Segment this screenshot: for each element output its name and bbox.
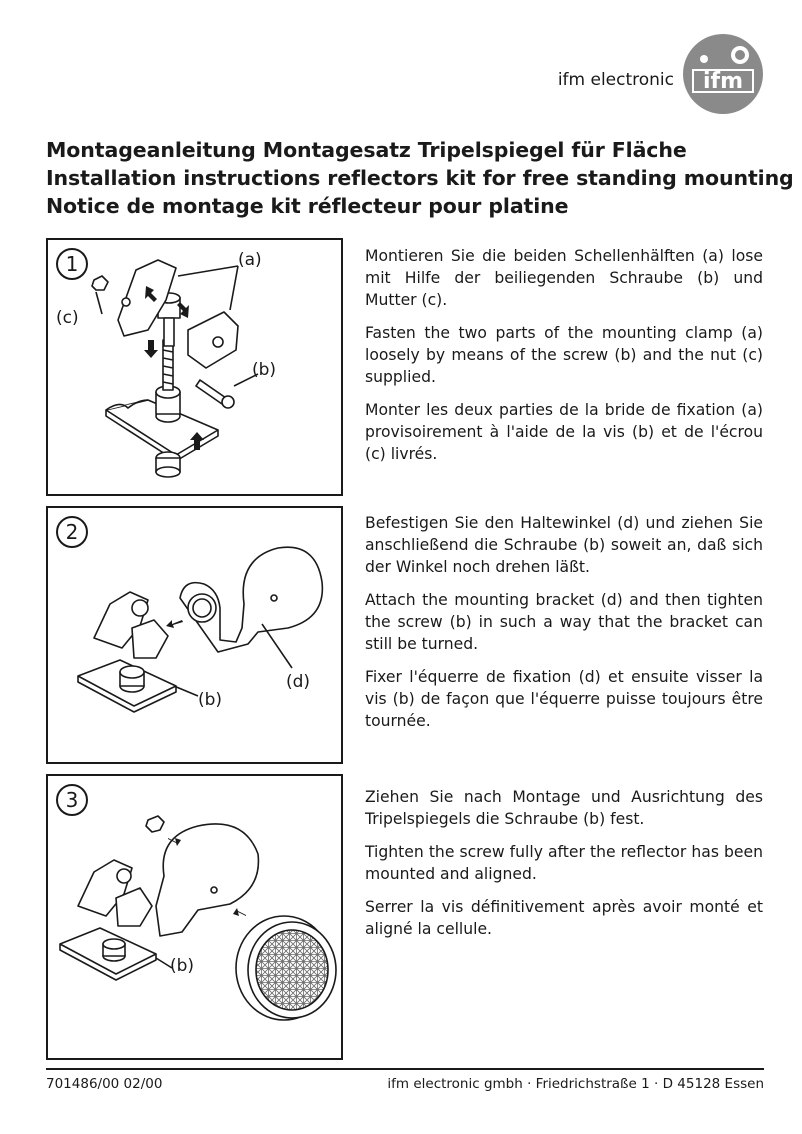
label-b: (b) xyxy=(252,360,277,380)
step-1-french: Monter les deux parties de la bride de fixation (a) provisoirement à l'aide de la vis (b) et de l'écrou (c) livrés. xyxy=(365,401,763,463)
step-1-number: 1 xyxy=(56,248,88,280)
title-english: Installation instructions reflectors kit for free standing mounting xyxy=(46,166,794,190)
step-2-french: Fixer l'équerre de fixation (d) et ensuite visser la vis (b) de façon que l'équerre puisse toujours être tournée. xyxy=(365,668,763,730)
step-3-french: Serrer la vis définitivement après avoir monté et aligné la cellule. xyxy=(365,898,763,938)
company-address: ifm electronic gmbh · Friedrichstraße 1 · D 45128 Essen xyxy=(387,1076,764,1092)
step-1-illustration xyxy=(46,238,343,496)
step-2-illustration xyxy=(46,506,343,764)
step-1-german: Montieren Sie die beiden Schellenhälften (a) lose mit Hilfe der beiliegenden Schraube (b) und Mutter (c). xyxy=(365,247,763,309)
reflector-assembly-drawing xyxy=(48,776,343,1060)
ifm-logo xyxy=(682,33,764,115)
bracket-assembly-drawing xyxy=(48,508,343,764)
step-1-text xyxy=(365,245,763,476)
label-c: (c) xyxy=(56,308,79,328)
label-b: (b) xyxy=(170,956,195,976)
step-3-english: Tighten the screw fully after the reflector has been mounted and aligned. xyxy=(365,843,763,883)
title-french: Notice de montage kit réflecteur pour platine xyxy=(46,194,569,218)
doc-number: 701486/00 02/00 xyxy=(46,1076,163,1092)
company-name: ifm electronic xyxy=(557,70,674,90)
label-a: (a) xyxy=(238,250,262,270)
label-d: (d) xyxy=(286,672,311,692)
document-titles xyxy=(46,136,794,220)
step-3-illustration xyxy=(46,774,343,1060)
label-b: (b) xyxy=(198,690,223,710)
step-3-german: Ziehen Sie nach Montage und Ausrichtung des Tripelspiegels die Schraube (b) fest. xyxy=(365,788,763,828)
logo-text: ifm xyxy=(702,69,744,94)
step-3-text xyxy=(365,786,763,951)
title-german: Montageanleitung Montagesatz Tripelspiegel für Fläche xyxy=(46,138,687,162)
footer-divider xyxy=(46,1068,764,1070)
step-2-english: Attach the mounting bracket (d) and then tighten the screw (b) in such a way that the bracket can still be turned. xyxy=(365,591,763,653)
step-2-number: 2 xyxy=(56,516,88,548)
step-1-english: Fasten the two parts of the mounting clamp (a) loosely by means of the screw (b) and the nut (c) supplied. xyxy=(365,324,763,386)
brand-header xyxy=(558,34,764,114)
step-3-number: 3 xyxy=(56,784,88,816)
step-2-text xyxy=(365,512,763,743)
clamp-assembly-drawing xyxy=(48,240,343,496)
step-2-german: Befestigen Sie den Haltewinkel (d) und ziehen Sie anschließend die Schraube (b) soweit an, daß sich der Winkel noch drehen läßt. xyxy=(365,514,763,576)
